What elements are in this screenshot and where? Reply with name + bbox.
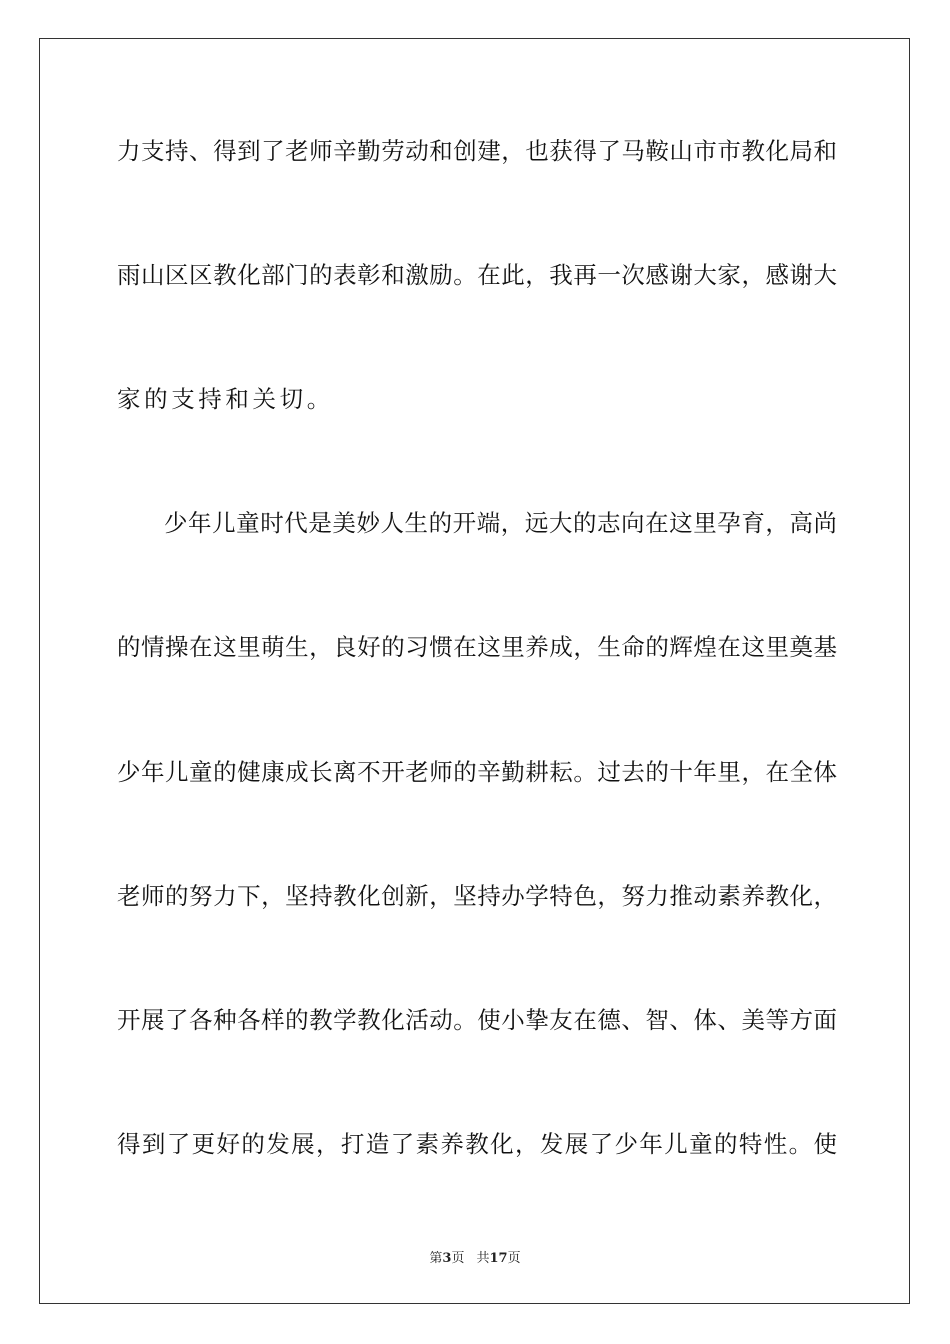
body-text-line: 老师的努力下，坚持教化创新，坚持办学特色，努力推动素养教化，: [117, 882, 837, 910]
page-total-suffix: 页: [507, 1251, 521, 1266]
body-text-line: 得到了更好的发展，打造了素养教化，发展了少年儿童的特性。使: [117, 1130, 837, 1158]
page-total-prefix: 共: [476, 1251, 490, 1266]
page-border: [39, 38, 910, 1304]
body-text-line: 的情操在这里萌生，良好的习惯在这里养成，生命的辉煌在这里奠基: [117, 633, 837, 661]
page-number-suffix: 页: [451, 1251, 465, 1266]
page-number-current: 3: [442, 1251, 452, 1266]
body-text-line: 家的支持和关切。: [117, 385, 334, 413]
body-text-line: 雨山区区教化部门的表彰和激励。在此，我再一次感谢大家，感谢大: [117, 261, 837, 289]
body-text-line: 力支持、得到了老师辛勤劳动和创建，也获得了马鞍山市市教化局和: [117, 137, 837, 165]
body-text-line: 少年儿童时代是美妙人生的开端，远大的志向在这里孕育，高尚: [164, 509, 837, 537]
page-footer: [0, 1247, 950, 1266]
page-number-total: 17: [489, 1251, 508, 1266]
page-number-prefix: 第: [429, 1251, 443, 1266]
body-text-line: 开展了各种各样的教学教化活动。使小挚友在德、智、体、美等方面: [117, 1006, 837, 1034]
body-text-line: 少年儿童的健康成长离不开老师的辛勤耕耘。过去的十年里，在全体: [117, 758, 837, 786]
